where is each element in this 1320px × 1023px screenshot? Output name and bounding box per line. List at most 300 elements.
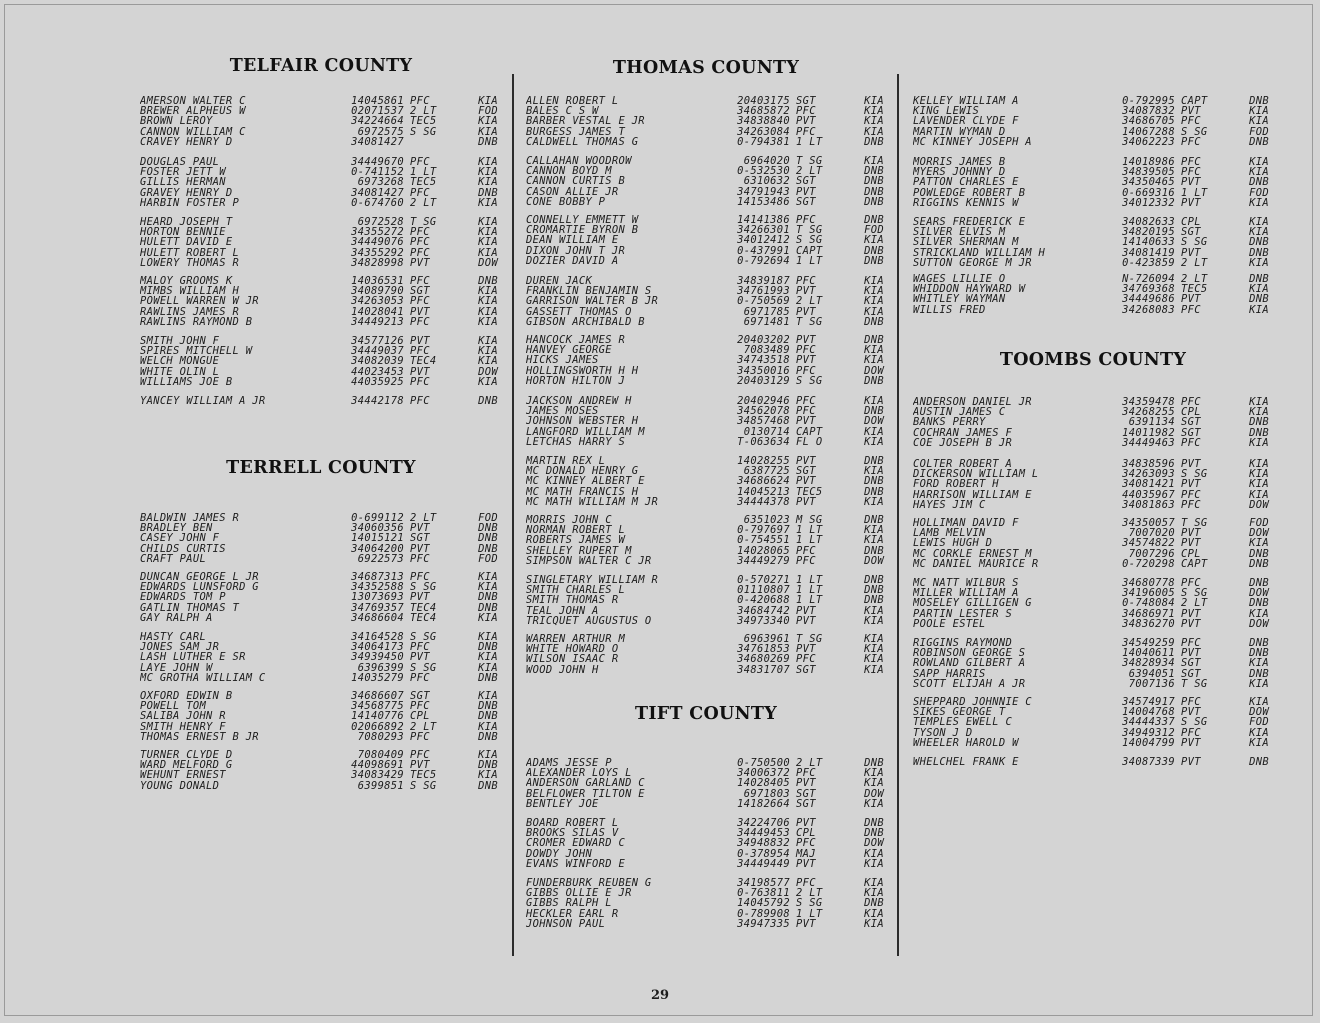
roster-row <box>526 585 886 595</box>
rank-cell: S SG <box>1181 236 1208 249</box>
serial-number-cell: 34562078 <box>737 405 790 418</box>
serial-number-cell: 34680269 <box>737 653 790 666</box>
rank-cell: PFC <box>410 641 430 654</box>
serial-number-cell: 34761853 <box>737 643 790 656</box>
name-cell: LASH LUTHER E SR <box>140 652 246 663</box>
serial-number-cell: 34973340 <box>737 614 790 627</box>
name-cell: HANVEY GEORGE <box>526 345 612 356</box>
name-cell: MARTIN WYMAN D <box>913 126 1006 137</box>
name-cell: DUNCAN GEORGE L JR <box>140 572 259 583</box>
serial-number-cell: 0-423859 <box>1122 256 1175 269</box>
name-cell: HASTY CARL <box>140 632 207 643</box>
status-cell: DNB <box>478 601 498 614</box>
status-cell: DNB <box>864 244 884 257</box>
serial-number-cell: 20402946 <box>737 395 790 407</box>
status-cell: KIA <box>864 395 884 407</box>
rank-cell: PVT <box>410 759 430 772</box>
serial-number-cell: 14045861 <box>351 95 404 107</box>
roster-row <box>526 789 886 799</box>
roster-row <box>526 366 886 376</box>
status-cell: DNB <box>478 710 498 723</box>
name-cell: RIGGINS KENNIS W <box>913 197 1019 208</box>
roster-row <box>140 603 502 613</box>
status-cell: DNB <box>478 641 498 654</box>
roster-row <box>526 427 886 437</box>
serial-number-cell: 34449453 <box>737 827 790 840</box>
roster-row <box>913 638 1273 648</box>
name-cell: WILLIS FRED <box>913 304 986 315</box>
name-cell: CONE BOBBY P <box>526 196 606 207</box>
rank-cell: PVT <box>796 857 816 870</box>
name-cell: OXFORD EDWIN B <box>140 691 233 702</box>
serial-number-cell: 34012332 <box>1122 196 1175 209</box>
name-cell: CANNON WILLIAM C <box>140 126 246 137</box>
serial-number-cell: 14140633 <box>1122 236 1175 249</box>
roster-row <box>913 717 1273 727</box>
serial-number-cell: 34082039 <box>351 355 404 368</box>
name-cell: BENTLEY JOE <box>526 798 599 809</box>
name-cell: POOLE ESTEL <box>913 618 986 629</box>
rank-cell: 2 LT <box>410 196 437 209</box>
roster-row <box>526 116 886 126</box>
rank-cell <box>404 137 464 147</box>
status-cell: KIA <box>864 653 884 666</box>
rank-cell: CAPT <box>796 425 823 438</box>
serial-number-cell: 34449213 <box>351 315 404 328</box>
rank-cell: T SG <box>796 315 823 328</box>
serial-number-cell: 14067288 <box>1122 125 1175 138</box>
serial-number-cell: 14045213 <box>737 485 790 498</box>
roster-row <box>140 217 502 227</box>
roster-row <box>913 697 1273 707</box>
roster-row <box>140 346 502 356</box>
serial-number-cell: 6394051 <box>1128 667 1175 680</box>
status-cell: KIA <box>478 611 498 624</box>
name-cell: THOMAS ERNEST B JR <box>140 731 259 742</box>
roster-row <box>140 396 502 406</box>
serial-number-cell: 0-789908 <box>737 907 790 920</box>
roster-row <box>526 919 886 929</box>
status-cell: DNB <box>864 827 884 840</box>
rank-cell: 1 LT <box>796 524 823 537</box>
serial-number-cell: 34350016 <box>737 364 790 377</box>
roster-row <box>526 799 886 809</box>
rank-cell: PVT <box>796 415 816 428</box>
rank-cell: PFC <box>410 552 430 565</box>
roster-row <box>526 898 886 908</box>
rank-cell: SGT <box>796 175 816 188</box>
rank-cell: PVT <box>796 475 816 488</box>
status-cell: KIA <box>478 226 498 239</box>
status-cell: DNB <box>1249 135 1269 148</box>
name-cell: DICKERSON WILLIAM L <box>913 469 1039 480</box>
status-cell: FOD <box>1249 186 1269 199</box>
rank-cell: T SG <box>410 216 437 228</box>
serial-number-cell: 0-570271 <box>737 574 790 586</box>
roster-row <box>140 276 502 286</box>
name-cell: WHEELER HAROLD W <box>913 737 1019 748</box>
status-cell: KIA <box>1249 468 1269 481</box>
roster-row <box>140 157 502 167</box>
serial-number-cell: 34820195 <box>1122 226 1175 239</box>
name-cell: DOZIER DAVID A <box>526 255 619 266</box>
name-cell: WAGES LILLIE O <box>913 274 1006 285</box>
name-cell: RIGGINS RAYMOND <box>913 638 1013 649</box>
serial-number-cell: 44023453 <box>351 365 404 378</box>
name-cell: HULETT ROBERT L <box>140 247 240 258</box>
rank-cell: 2 LT <box>410 512 437 524</box>
rank-cell: PVT <box>1181 176 1201 189</box>
rank-cell: PVT <box>1181 196 1201 209</box>
roster-row <box>140 663 502 673</box>
status-cell: KIA <box>1249 256 1269 269</box>
name-cell: ROBERTS JAMES W <box>526 535 626 546</box>
roster-row <box>140 188 502 198</box>
name-cell: MIMBS WILLIAM H <box>140 286 240 297</box>
serial-number-cell: 34857468 <box>737 415 790 428</box>
roster-row <box>526 106 886 116</box>
status-cell: KIA <box>1249 478 1269 491</box>
roster-group <box>913 96 1273 147</box>
roster-row <box>526 317 886 327</box>
name-cell: GIBBS OLLIE E JR <box>526 888 632 899</box>
name-cell: CRAVEY HENRY D <box>140 136 233 147</box>
status-cell: DNB <box>864 334 884 346</box>
roster-row <box>140 642 502 652</box>
roster-row <box>140 237 502 247</box>
name-cell: GILLIS HERMAN <box>140 177 226 188</box>
county-title: TERRELL COUNTY <box>226 458 416 478</box>
roster-row <box>140 513 502 523</box>
roster-row <box>140 673 502 683</box>
serial-number-cell: 34680778 <box>1122 577 1175 589</box>
serial-number-cell: 34355292 <box>351 246 404 259</box>
name-cell: CRAFT PAUL <box>140 553 207 564</box>
roster-row <box>913 500 1273 510</box>
roster-row <box>913 469 1273 479</box>
serial-number-cell: 02071537 <box>351 105 404 118</box>
status-cell: KIA <box>864 643 884 656</box>
status-cell: KIA <box>478 166 498 179</box>
rank-cell: SGT <box>410 532 430 545</box>
name-cell: BARBER VESTAL E JR <box>526 116 645 127</box>
rank-cell: TEC5 <box>410 115 437 128</box>
serial-number-cell: 14004768 <box>1122 706 1175 719</box>
roster-row <box>526 828 886 838</box>
name-cell: LETCHAS HARRY S <box>526 436 626 447</box>
county-title: TIFT COUNTY <box>635 704 777 724</box>
rank-cell: 2 LT <box>1181 256 1208 269</box>
roster-row <box>140 554 502 564</box>
status-cell: DNB <box>478 730 498 743</box>
name-cell: BALES C S W <box>526 106 599 117</box>
rank-cell: SGT <box>796 95 816 107</box>
roster-row <box>140 760 502 770</box>
name-cell: COLTER ROBERT A <box>913 459 1013 470</box>
rank-cell: 1 LT <box>796 584 823 597</box>
status-cell: DOW <box>1249 498 1269 511</box>
rank-cell: TEC5 <box>410 769 437 782</box>
roster-group <box>140 217 502 268</box>
serial-number-cell: 34686971 <box>1122 607 1175 620</box>
roster-row <box>526 215 886 225</box>
name-cell: MORRIS JOHN C <box>526 515 612 526</box>
name-cell: MOSELEY GILLIGEN G <box>913 598 1032 609</box>
roster-row <box>913 274 1273 284</box>
name-cell: LEWIS HUGH D <box>913 538 993 549</box>
serial-number-cell: 34444378 <box>737 495 790 508</box>
status-cell: KIA <box>478 769 498 782</box>
name-cell: LANGFORD WILLIAM M <box>526 426 645 437</box>
name-cell: BANKS PERRY <box>913 417 986 428</box>
serial-number-cell: 0130714 <box>743 425 790 438</box>
roster-row <box>913 609 1273 619</box>
status-cell: DOW <box>478 256 498 269</box>
roster-row <box>913 588 1273 598</box>
status-cell: DNB <box>1249 176 1269 189</box>
serial-number-cell: 34081419 <box>1122 246 1175 259</box>
serial-number-cell: 34224664 <box>351 115 404 128</box>
roster-row <box>526 616 886 626</box>
serial-number-cell: 7080409 <box>357 749 404 761</box>
status-cell: DNB <box>1249 426 1269 439</box>
name-cell: GASSETT THOMAS O <box>526 306 632 317</box>
rank-cell: 2 LT <box>796 295 823 308</box>
roster-row <box>526 127 886 137</box>
serial-number-cell: 34352588 <box>351 581 404 594</box>
serial-number-cell: 34081863 <box>1122 498 1175 511</box>
status-cell: KIA <box>1249 736 1269 749</box>
roster-row <box>913 127 1273 137</box>
status-cell: KIA <box>1249 436 1269 449</box>
roster-row <box>913 738 1273 748</box>
status-cell: KIA <box>864 495 884 508</box>
rank-cell: SGT <box>1181 657 1201 670</box>
roster-row <box>913 177 1273 187</box>
status-cell: KIA <box>478 749 498 761</box>
status-cell: DOW <box>864 554 884 567</box>
rank-cell: PVT <box>410 522 430 535</box>
rank-cell: T SG <box>1181 517 1208 529</box>
roster-row <box>913 490 1273 500</box>
roster-row <box>526 296 886 306</box>
status-cell: DNB <box>478 135 498 148</box>
status-cell: KIA <box>478 176 498 189</box>
roster-row <box>526 818 886 828</box>
status-cell: DOW <box>1249 527 1269 540</box>
name-cell: JOHNSON PAUL <box>526 918 606 929</box>
name-cell: FUNDERBURK REUBEN G <box>526 878 652 889</box>
roster-row <box>913 707 1273 717</box>
roster-row <box>913 397 1273 407</box>
serial-number-cell: 34839187 <box>737 275 790 287</box>
serial-number-cell: 34268255 <box>1122 406 1175 419</box>
serial-number-cell: 0-699112 <box>351 512 404 524</box>
status-cell: KIA <box>1249 396 1269 408</box>
roster-group <box>526 878 886 929</box>
roster-row <box>913 757 1273 767</box>
rank-cell: PFC <box>796 877 816 889</box>
roster-row <box>140 691 502 701</box>
status-cell: DNB <box>864 254 884 267</box>
name-cell: PATTON CHARLES E <box>913 177 1019 188</box>
name-cell: BROOKS SILAS V <box>526 828 619 839</box>
status-cell: KIA <box>478 720 498 733</box>
roster-row <box>913 284 1273 294</box>
status-cell: DNB <box>478 395 498 407</box>
rank-cell: PFC <box>796 125 816 138</box>
status-cell: KIA <box>864 425 884 438</box>
status-cell: KIA <box>864 777 884 790</box>
serial-number-cell: 14045792 <box>737 897 790 910</box>
status-cell: FOD <box>1249 125 1269 138</box>
serial-number-cell: 34939450 <box>351 651 404 664</box>
serial-number-cell: 14028041 <box>351 305 404 318</box>
serial-number-cell: 34350465 <box>1122 176 1175 189</box>
serial-number-cell: 34838596 <box>1122 458 1175 470</box>
serial-number-cell: 0-720298 <box>1122 557 1175 570</box>
roster-row <box>913 428 1273 438</box>
roster-row <box>526 225 886 235</box>
name-cell: BOARD ROBERT L <box>526 818 619 829</box>
rank-cell: SGT <box>796 465 816 478</box>
roster-row <box>913 459 1273 469</box>
name-cell: POWELL TOM <box>140 701 207 712</box>
name-cell: ANDERSON GARLAND C <box>526 778 645 789</box>
serial-number-cell: 7080293 <box>357 730 404 743</box>
status-cell: KIA <box>478 196 498 209</box>
status-cell: KIA <box>864 125 884 138</box>
name-cell: CHILDS CURTIS <box>140 543 226 554</box>
roster-row <box>913 258 1273 268</box>
status-cell: DNB <box>864 485 884 498</box>
rank-cell: PFC <box>1181 115 1201 128</box>
roster-row <box>526 187 886 197</box>
name-cell: ALEXANDER LOYS L <box>526 768 632 779</box>
serial-number-cell: 34087832 <box>1122 105 1175 118</box>
serial-number-cell: 6391134 <box>1128 416 1175 429</box>
serial-number-cell: 34268083 <box>1122 303 1175 316</box>
name-cell: GARRISON WALTER B JR <box>526 296 659 307</box>
name-cell: DEAN WILLIAM E <box>526 235 619 246</box>
serial-number-cell: 34083429 <box>351 769 404 782</box>
roster-row <box>526 849 886 859</box>
serial-number-cell: 0-437991 <box>737 244 790 257</box>
roster-row <box>913 227 1273 237</box>
name-cell: ADAMS JESSE P <box>526 758 612 769</box>
status-cell: KIA <box>1249 196 1269 209</box>
serial-number-cell: 14140776 <box>351 710 404 723</box>
status-cell: KIA <box>478 125 498 138</box>
status-cell: DNB <box>1249 637 1269 649</box>
name-cell: FRANKLIN BENJAMIN S <box>526 286 652 297</box>
status-cell: KIA <box>864 285 884 298</box>
rank-cell: PVT <box>1181 246 1201 259</box>
name-cell: SMITH CHARLES L <box>526 585 626 596</box>
serial-number-cell: 34686607 <box>351 690 404 702</box>
serial-number-cell: 34263093 <box>1122 468 1175 481</box>
county-title: TELFAIR COUNTY <box>229 56 413 76</box>
rank-cell: 1 LT <box>796 574 823 586</box>
name-cell: HULETT DAVID E <box>140 237 233 248</box>
status-cell: DNB <box>1249 597 1269 610</box>
name-cell: WARD MELFORD G <box>140 760 233 771</box>
rank-cell: PVT <box>410 256 430 269</box>
name-cell: MC DANIEL MAURICE R <box>913 558 1039 569</box>
status-cell: KIA <box>478 305 498 318</box>
roster-row <box>140 770 502 780</box>
rank-cell: PFC <box>410 671 430 684</box>
name-cell: TYSON J D <box>913 727 973 738</box>
name-cell: HORTON BENNIE <box>140 227 226 238</box>
roster-row <box>526 909 886 919</box>
status-cell: DNB <box>1249 236 1269 249</box>
roster-row <box>526 456 886 466</box>
rank-cell: 2 LT <box>1181 597 1208 610</box>
serial-number-cell: 34064173 <box>351 641 404 654</box>
rank-cell: S SG <box>796 234 823 247</box>
serial-number-cell: 34574822 <box>1122 537 1175 550</box>
rank-cell: S SG <box>796 897 823 910</box>
roster-row <box>140 356 502 366</box>
rank-cell: T SG <box>1181 677 1208 690</box>
rank-cell: PFC <box>410 375 430 388</box>
rank-cell: PVT <box>796 354 816 367</box>
roster-row <box>913 96 1273 106</box>
name-cell: GAY RALPH A <box>140 612 213 623</box>
name-cell: MILLER WILLIAM A <box>913 588 1019 599</box>
serial-number-cell: 0-750500 <box>737 757 790 769</box>
roster-row <box>526 644 886 654</box>
roster-row <box>526 535 886 545</box>
serial-number-cell: 34198577 <box>737 877 790 889</box>
roster-row <box>140 781 502 791</box>
serial-number-cell: 14040611 <box>1122 647 1175 660</box>
roster-row <box>913 479 1273 489</box>
rank-cell: PFC <box>410 156 430 168</box>
rank-cell: S SG <box>796 374 823 387</box>
county-title: THOMAS COUNTY <box>612 58 800 78</box>
name-cell: MC GROTHA WILLIAM C <box>140 672 266 683</box>
rank-cell: PFC <box>410 315 430 328</box>
rank-cell: S SG <box>410 661 437 674</box>
roster-row <box>526 665 886 675</box>
serial-number-cell: 34828934 <box>1122 657 1175 670</box>
serial-number-cell: 34355272 <box>351 226 404 239</box>
rank-cell: TEC5 <box>796 485 823 498</box>
roster-row <box>526 556 886 566</box>
rank-cell: SGT <box>1181 416 1201 429</box>
serial-number-cell: 34449076 <box>351 236 404 249</box>
status-cell: DNB <box>1249 667 1269 680</box>
serial-number-cell: 34224706 <box>737 817 790 829</box>
status-cell: KIA <box>864 633 884 645</box>
rank-cell: PFC <box>796 405 816 418</box>
serial-number-cell: 6972575 <box>357 125 404 138</box>
status-cell: KIA <box>864 95 884 107</box>
status-cell: FOD <box>478 552 498 565</box>
rank-cell: PVT <box>1181 607 1201 620</box>
name-cell: GATLIN THOMAS T <box>140 602 240 613</box>
status-cell: KIA <box>864 305 884 318</box>
rank-cell: 1 LT <box>796 254 823 267</box>
serial-number-cell: 34006372 <box>737 767 790 780</box>
rank-cell: PFC <box>796 105 816 118</box>
status-cell: KIA <box>478 315 498 328</box>
rank-cell: PVT <box>796 305 816 318</box>
rank-cell: PVT <box>1181 458 1201 470</box>
status-cell: KIA <box>478 285 498 298</box>
